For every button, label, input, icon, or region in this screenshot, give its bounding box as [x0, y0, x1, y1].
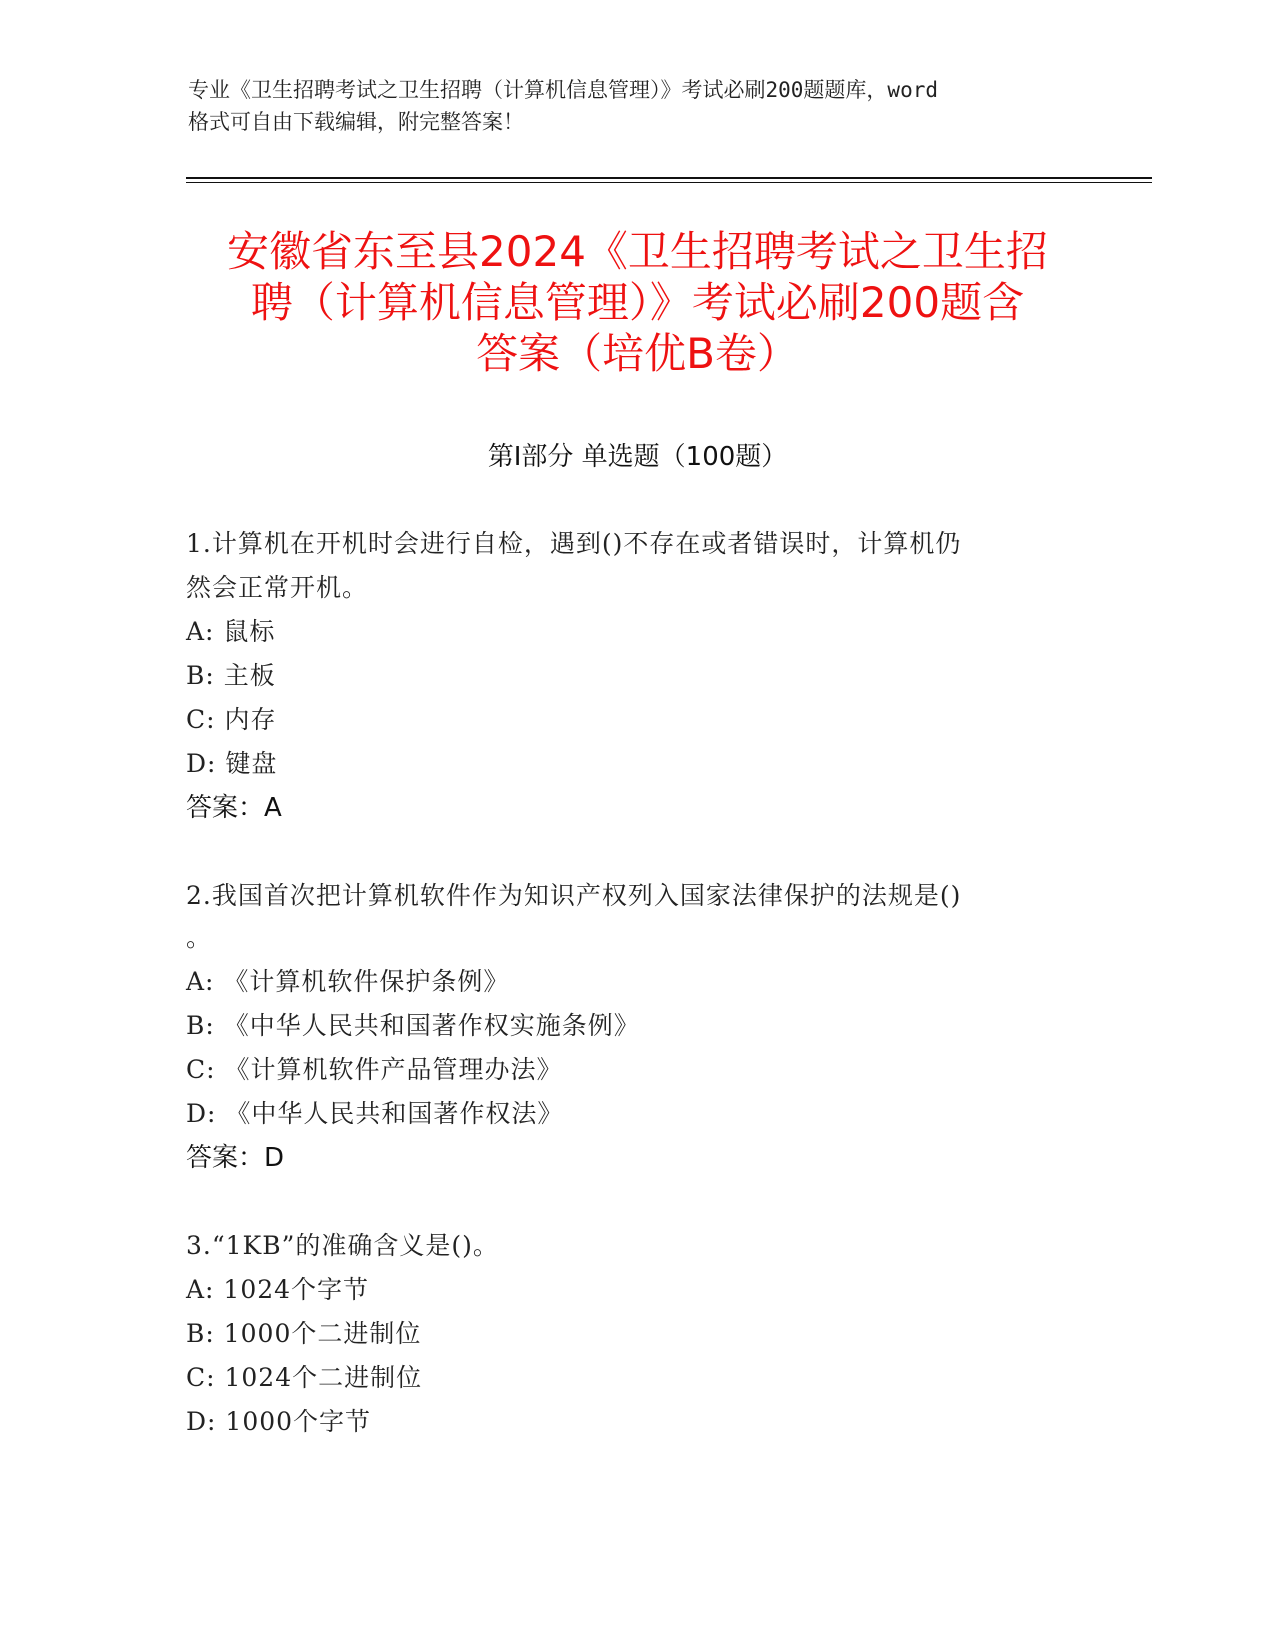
title-line: 安徽省东至县2024《卫生招聘考试之卫生招	[227, 227, 1048, 276]
question-1-option-c: C: 内存	[186, 705, 277, 734]
question-3-stem-line1: 3.“1KB”的准确含义是()。	[186, 1231, 499, 1260]
question-2-stem-line1: 2.我国首次把计算机软件作为知识产权列入国家法律保护的法规是()	[186, 881, 962, 910]
header-note-line: 专业《卫生招聘考试之卫生招聘（计算机信息管理）》考试必刷200题题库，word	[188, 78, 938, 102]
header-note-line: 格式可自由下载编辑，附完整答案！	[188, 110, 524, 134]
question-1-option-d: D: 键盘	[186, 749, 278, 778]
question-2-option-a: A: 《计算机软件保护条例》	[186, 967, 510, 996]
question-3-option-a: A: 1024个字节	[186, 1275, 370, 1304]
section-heading: 第Ⅰ部分 单选题（100题）	[487, 442, 788, 472]
question-1-stem-line1: 1.计算机在开机时会进行自检，遇到()不存在或者错误时，计算机仍	[186, 529, 962, 558]
document-title	[150, 226, 1125, 379]
header-divider-thick	[186, 177, 1152, 179]
question-3-option-c: C: 1024个二进制位	[186, 1363, 423, 1392]
question-2-answer: 答案：D	[186, 1143, 285, 1173]
question-2-option-c: C: 《计算机软件产品管理办法》	[186, 1055, 563, 1084]
question-1-answer: 答案：A	[186, 793, 282, 823]
title-line: 聘（计算机信息管理）》考试必刷200题含	[250, 278, 1025, 327]
question-2-stem-line2: 。	[186, 923, 213, 952]
question-2-option-b: B: 《中华人民共和国著作权实施条例》	[186, 1011, 640, 1040]
header-divider-thin	[186, 182, 1152, 183]
header-note	[188, 74, 1088, 138]
question-3-option-b: B: 1000个二进制位	[186, 1319, 422, 1348]
question-1-option-a: A: 鼠标	[186, 617, 276, 646]
title-line: 答案（培优B卷）	[476, 329, 799, 378]
question-1-stem-line2: 然会正常开机。	[186, 573, 369, 602]
question-3-option-d: D: 1000个字节	[186, 1407, 372, 1436]
question-2-option-d: D: 《中华人民共和国著作权法》	[186, 1099, 564, 1128]
question-1-option-b: B: 主板	[186, 661, 276, 690]
